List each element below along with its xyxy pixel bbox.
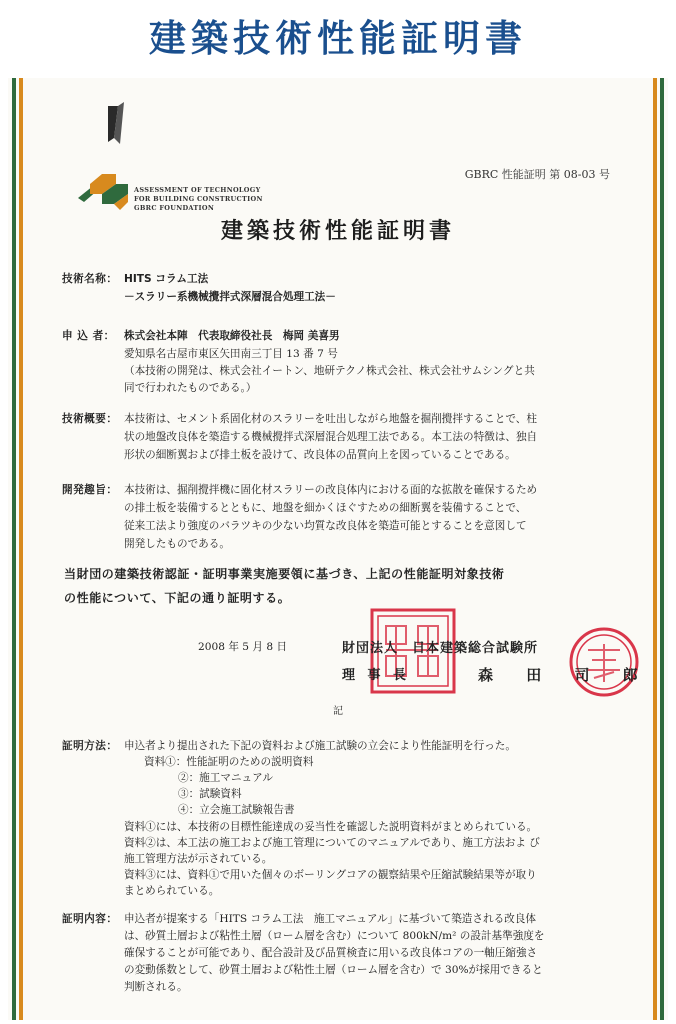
- certificate-paper: [8, 78, 668, 1020]
- method-doc: ②：施工マニュアル: [178, 772, 273, 784]
- overview-line: 本技術は、セメント系固化材のスラリーを吐出しながら地盤を掘削攪拌することで、柱: [124, 413, 537, 425]
- technology-subtitle: －スラリー系機械攪拌式深層混合処理工法－: [124, 291, 336, 303]
- applicant-name: 株式会社本陣 代表取締役社長 梅岡 美喜男: [124, 330, 340, 342]
- certification-statement: [64, 562, 624, 610]
- president-name: 森 田 司 郎: [478, 666, 652, 684]
- applicant-note-2: 同で行われたものである。）: [124, 382, 257, 394]
- applicant-label: 申 込 者：: [62, 330, 115, 342]
- applicant-address: 愛知県名古屋市東区矢田南三丁目 13 番 7 号: [124, 348, 338, 360]
- method-intro: 申込者より提出された下記の資料および施工試験の立会により性能証明を行った。: [124, 740, 516, 752]
- cert-number: GBRC 性能証明 第 08-03 号: [464, 168, 610, 181]
- president-title: 理 事 長: [342, 668, 411, 683]
- gbrc-logo: [72, 98, 272, 228]
- method-note: 資料②は、本工法の施工および施工管理についてのマニュアルであり、施工方法およ び: [124, 837, 540, 849]
- logo-text: [134, 186, 263, 213]
- statement-line: の性能について、下記の通り証明する。: [64, 591, 291, 605]
- method-doc: 資料①：性能証明のための説明資料: [144, 756, 314, 768]
- overview-line: 形状の細断翼および排土板を設けて、改良体の品質向上を図っていることである。: [124, 449, 516, 461]
- president-seal-icon: [568, 626, 640, 698]
- banner: [0, 0, 676, 66]
- content-line: の変動係数として、砂質土層および粘性土層（ローム層を含む）で 30%が採用できると: [124, 964, 543, 976]
- purpose-line: 開発したものである。: [124, 538, 230, 550]
- technology-name: HITS コラム工法: [124, 273, 209, 285]
- logo-line-2: FOR BUILDING CONSTRUCTION: [134, 195, 263, 203]
- ki-mark: 記: [333, 706, 343, 717]
- method-note: 資料③には、資料①で用いた個々のボーリングコアの観察結果や圧縮試験結果等が取り: [124, 869, 537, 881]
- content-line: 判断される。: [124, 981, 188, 993]
- purpose-label: 開発趣旨：: [62, 484, 118, 496]
- overview-line: 状の地盤改良体を築造する機械攪拌式深層混合処理工法である。本工法の特徴は、独自: [124, 431, 538, 443]
- content-line: 申込者が提案する「HITS コラム工法 施工マニュアル」に基づいて築造される改良体: [124, 913, 536, 925]
- method-note: まとめられている。: [124, 885, 220, 897]
- method-note: 資料①には、本技術の目標性能達成の妥当性を確認した説明資料がまとめられている。: [124, 821, 538, 833]
- method-doc: ③：試験資料: [178, 788, 242, 800]
- method-doc: ④：立会施工試験報告書: [178, 804, 295, 816]
- issue-date: 2008 年 5 月 8 日: [198, 641, 288, 653]
- method-note: 施工管理方法が示されている。: [124, 853, 273, 865]
- overview-label: 技術概要：: [62, 413, 118, 425]
- content-line: 確保することが可能であり、配合設計及び品質検査に用いる改良体コアの一軸圧縮強さ: [124, 947, 538, 959]
- banner-title: 建築技術性能証明書: [149, 17, 527, 60]
- purpose-line: の排土板を装備するとともに、地盤を細かくほぐすための細断翼を装備することで、: [124, 502, 527, 514]
- issuing-organization: 財団法人 日本建築総合試験所: [342, 641, 539, 656]
- technology-label: 技術名称：: [62, 273, 118, 285]
- applicant-note-1: （本技術の開発は、株式会社イートン、地研テクノ株式会社、株式会社サムシングと共: [124, 365, 535, 377]
- logo-line-3: GBRC FOUNDATION: [134, 204, 215, 212]
- purpose-line: 本技術は、掘削攪拌機に固化材スラリーの改良体内における面的な拡散を確保するため: [124, 484, 538, 496]
- purpose-line: 従来工法より強度のバラツキの少ない均質な改良体を築造可能とすることを意図して: [124, 520, 527, 532]
- content-line: は、砂質土層および粘性土層（ローム層を含む）について 800kN/m² の設計基準強度を: [124, 930, 545, 942]
- statement-line: 当財団の建築技術認証・証明事業実施要領に基づき、上記の性能証明対象技術: [64, 567, 505, 581]
- document-title: 建築技術性能証明書: [220, 218, 455, 244]
- content-label: 証明内容：: [62, 913, 118, 925]
- logo-line-1: ASSESSMENT OF TECHNOLOGY: [134, 186, 261, 194]
- method-label: 証明方法：: [62, 740, 118, 752]
